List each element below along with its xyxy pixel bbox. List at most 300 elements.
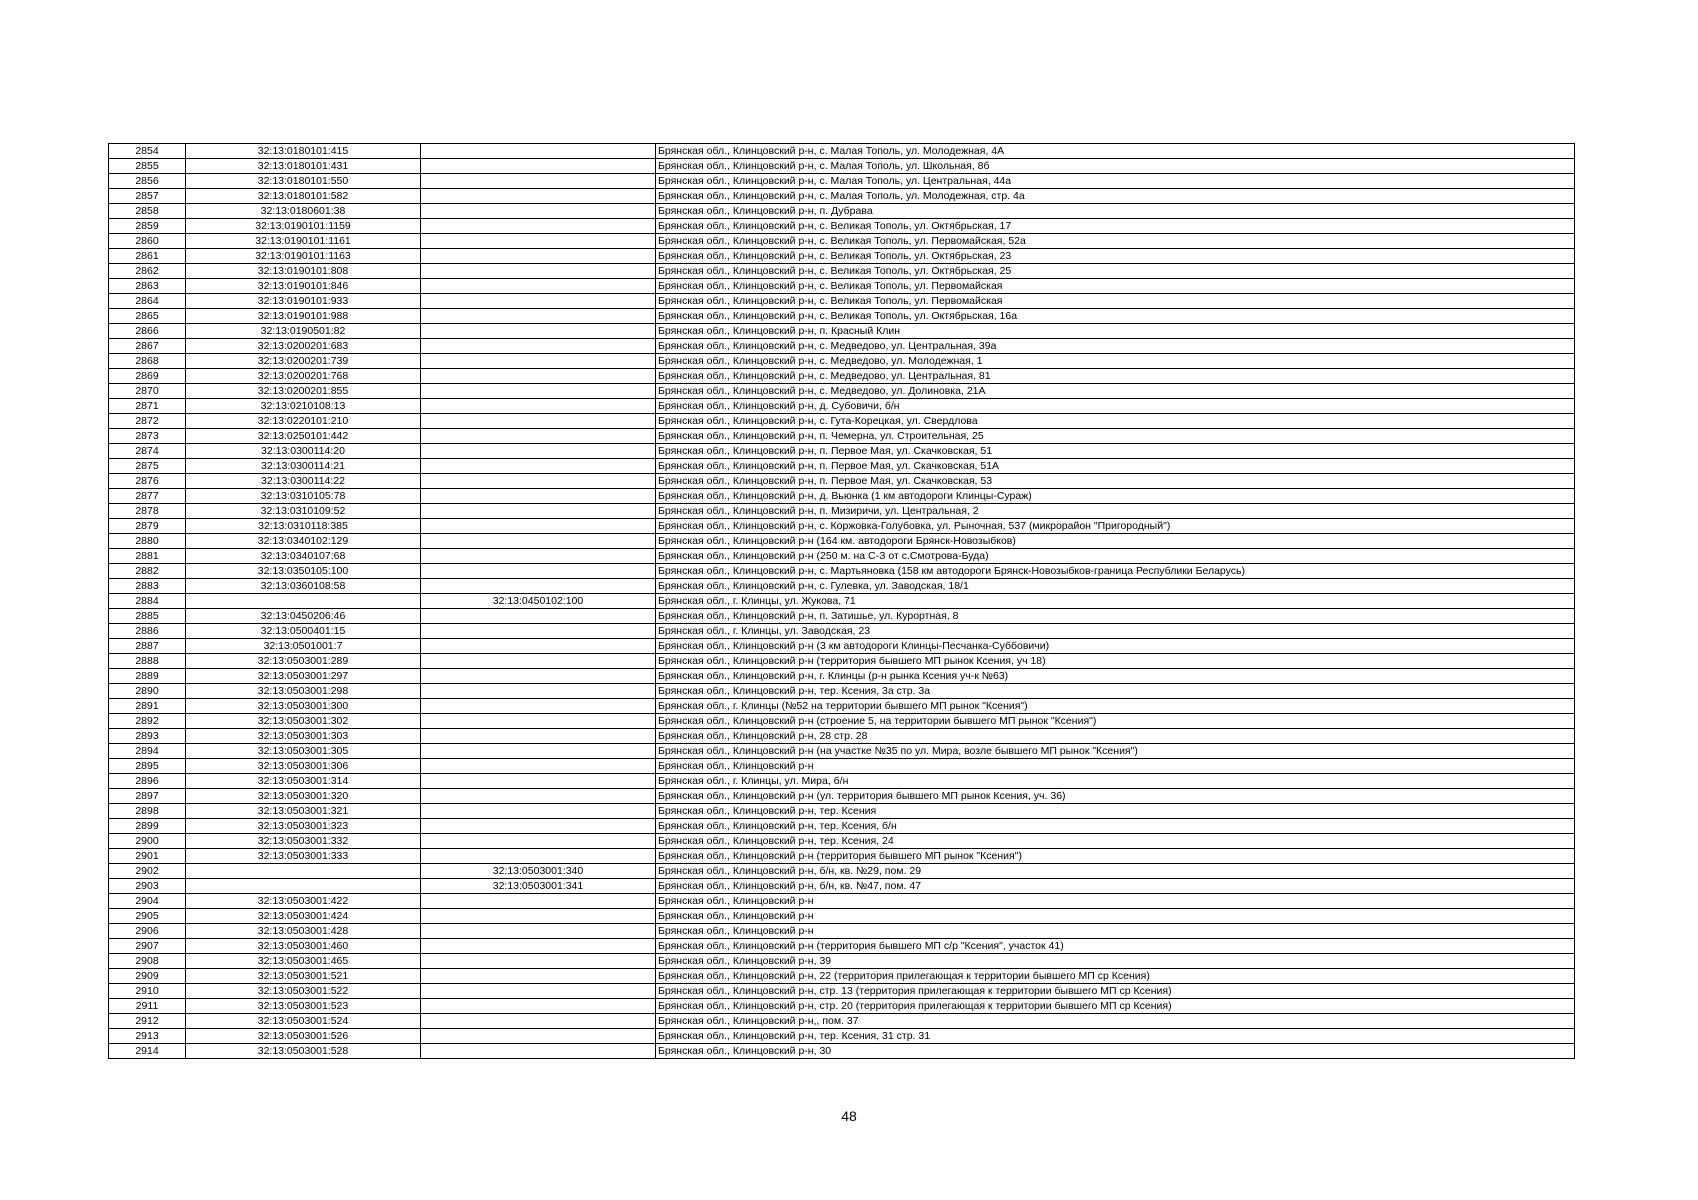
row-number-cell: 2866 [109, 324, 186, 339]
row-number-cell: 2856 [109, 174, 186, 189]
row-number-cell: 2895 [109, 759, 186, 774]
table-row [109, 699, 1575, 714]
address-cell: Брянская обл., Клинцовский р-н, с. Малая Тополь, ул. Школьная, 8б [656, 159, 1575, 174]
table-row [109, 369, 1575, 384]
cadastral-number-cell: 32:13:0503001:422 [186, 894, 421, 909]
cadastral-number-alt-cell [421, 819, 656, 834]
table-row [109, 804, 1575, 819]
cadastral-number-cell: 32:13:0190101:933 [186, 294, 421, 309]
cadastral-number-cell [186, 879, 421, 894]
address-cell: Брянская обл., Клинцовский р-н, стр. 13 (территория прилегающая к территории бывшего МП ср Ксения) [656, 984, 1575, 999]
address-cell: Брянская обл., Клинцовский р-н, с. Великая Тополь, ул. Октябрьская, 16а [656, 309, 1575, 324]
row-number-cell: 2865 [109, 309, 186, 324]
row-number-cell: 2869 [109, 369, 186, 384]
cadastral-number-cell: 32:13:0250101:442 [186, 429, 421, 444]
table-row [109, 849, 1575, 864]
cadastral-number-cell: 32:13:0190101:1161 [186, 234, 421, 249]
address-cell: Брянская обл., Клинцовский р-н, тер. Ксения, б/н [656, 819, 1575, 834]
address-cell: Брянская обл., Клинцовский р-н, п. Дубрава [656, 204, 1575, 219]
cadastral-number-cell: 32:13:0180101:582 [186, 189, 421, 204]
cadastral-number-alt-cell [421, 279, 656, 294]
cadastral-number-cell: 32:13:0350105:100 [186, 564, 421, 579]
cadastral-number-alt-cell [421, 579, 656, 594]
table-row [109, 594, 1575, 609]
cadastral-number-alt-cell [421, 714, 656, 729]
address-cell: Брянская обл., Клинцовский р-н, с. Медведово, ул. Молодежная, 1 [656, 354, 1575, 369]
row-number-cell: 2867 [109, 339, 186, 354]
address-cell: Брянская обл., Клинцовский р-н, б/н, кв. №47, пом. 47 [656, 879, 1575, 894]
cadastral-number-alt-cell [421, 384, 656, 399]
cadastral-number-cell: 32:13:0200201:739 [186, 354, 421, 369]
row-number-cell: 2898 [109, 804, 186, 819]
table-row [109, 834, 1575, 849]
cadastral-number-cell [186, 594, 421, 609]
address-cell: Брянская обл., Клинцовский р-н, с. Великая Тополь, ул. Первомайская [656, 294, 1575, 309]
table-row [109, 504, 1575, 519]
row-number-cell: 2876 [109, 474, 186, 489]
cadastral-number-alt-cell [421, 489, 656, 504]
registry-table [108, 143, 1575, 1059]
table-row [109, 1029, 1575, 1044]
address-cell: Брянская обл., Клинцовский р-н (строение 5, на территории бывшего МП рынок "Ксения") [656, 714, 1575, 729]
table-row [109, 489, 1575, 504]
table-row [109, 669, 1575, 684]
table-row [109, 324, 1575, 339]
address-cell: Брянская обл., Клинцовский р-н, тер. Ксения [656, 804, 1575, 819]
row-number-cell: 2875 [109, 459, 186, 474]
address-cell: Брянская обл., Клинцовский р-н, тер. Ксения, 31 стр. 31 [656, 1029, 1575, 1044]
cadastral-number-cell: 32:13:0190101:1159 [186, 219, 421, 234]
cadastral-number-alt-cell [421, 474, 656, 489]
cadastral-number-alt-cell [421, 504, 656, 519]
table-row [109, 459, 1575, 474]
cadastral-number-cell: 32:13:0190101:988 [186, 309, 421, 324]
cadastral-number-alt-cell [421, 759, 656, 774]
row-number-cell: 2868 [109, 354, 186, 369]
address-cell: Брянская обл., Клинцовский р-н, с. Малая Тополь, ул. Молодежная, стр. 4а [656, 189, 1575, 204]
cadastral-number-cell: 32:13:0503001:297 [186, 669, 421, 684]
cadastral-number-cell: 32:13:0503001:465 [186, 954, 421, 969]
cadastral-number-cell: 32:13:0503001:332 [186, 834, 421, 849]
cadastral-number-alt-cell [421, 219, 656, 234]
cadastral-number-cell: 32:13:0190101:1163 [186, 249, 421, 264]
cadastral-number-alt-cell [421, 249, 656, 264]
row-number-cell: 2874 [109, 444, 186, 459]
address-cell: Брянская обл., Клинцовский р-н (на участке №35 по ул. Мира, возле бывшего МП рынок "Ксения") [656, 744, 1575, 759]
table-row [109, 354, 1575, 369]
row-number-cell: 2870 [109, 384, 186, 399]
cadastral-number-cell: 32:13:0500401:15 [186, 624, 421, 639]
cadastral-number-cell: 32:13:0220101:210 [186, 414, 421, 429]
table-row [109, 759, 1575, 774]
cadastral-number-cell: 32:13:0190101:846 [186, 279, 421, 294]
cadastral-number-alt-cell [421, 414, 656, 429]
cadastral-number-alt-cell [421, 1044, 656, 1059]
table-row [109, 444, 1575, 459]
row-number-cell: 2873 [109, 429, 186, 444]
cadastral-number-alt-cell [421, 999, 656, 1014]
table-row [109, 519, 1575, 534]
address-cell: Брянская обл., Клинцовский р-н, г. Клинцы (р-н рынка Ксения уч-к №63) [656, 669, 1575, 684]
cadastral-number-alt-cell [421, 189, 656, 204]
cadastral-number-alt-cell [421, 294, 656, 309]
cadastral-number-cell: 32:13:0310109:52 [186, 504, 421, 519]
row-number-cell: 2889 [109, 669, 186, 684]
row-number-cell: 2880 [109, 534, 186, 549]
cadastral-number-cell: 32:13:0180101:415 [186, 144, 421, 159]
cadastral-number-alt-cell [421, 354, 656, 369]
cadastral-number-cell: 32:13:0503001:523 [186, 999, 421, 1014]
address-cell: Брянская обл., Клинцовский р-н, с. Малая Тополь, ул. Центральная, 44а [656, 174, 1575, 189]
cadastral-number-alt-cell [421, 834, 656, 849]
cadastral-number-alt-cell [421, 369, 656, 384]
table-row [109, 414, 1575, 429]
table-row [109, 789, 1575, 804]
cadastral-number-cell: 32:13:0503001:323 [186, 819, 421, 834]
row-number-cell: 2893 [109, 729, 186, 744]
row-number-cell: 2897 [109, 789, 186, 804]
cadastral-number-alt-cell [421, 444, 656, 459]
cadastral-number-alt-cell [421, 519, 656, 534]
cadastral-number-cell: 32:13:0200201:768 [186, 369, 421, 384]
row-number-cell: 2910 [109, 984, 186, 999]
address-cell: Брянская обл., Клинцовский р-н, с. Великая Тополь, ул. Октябрьская, 17 [656, 219, 1575, 234]
table-row [109, 984, 1575, 999]
row-number-cell: 2863 [109, 279, 186, 294]
cadastral-number-cell: 32:13:0300114:22 [186, 474, 421, 489]
row-number-cell: 2858 [109, 204, 186, 219]
cadastral-number-cell: 32:13:0503001:522 [186, 984, 421, 999]
row-number-cell: 2855 [109, 159, 186, 174]
table-row [109, 939, 1575, 954]
cadastral-number-cell: 32:13:0503001:524 [186, 1014, 421, 1029]
table-row [109, 684, 1575, 699]
cadastral-number-cell: 32:13:0503001:314 [186, 774, 421, 789]
address-cell: Брянская обл., г. Клинцы, ул. Жукова, 71 [656, 594, 1575, 609]
address-cell: Брянская обл., Клинцовский р-н [656, 894, 1575, 909]
cadastral-number-cell: 32:13:0503001:424 [186, 909, 421, 924]
cadastral-number-cell: 32:13:0503001:302 [186, 714, 421, 729]
page-number: 48 [841, 1108, 857, 1124]
address-cell: Брянская обл., Клинцовский р-н, п. Затишье, ул. Курортная, 8 [656, 609, 1575, 624]
address-cell: Брянская обл., Клинцовский р-н [656, 759, 1575, 774]
table-row [109, 999, 1575, 1014]
address-cell: Брянская обл., Клинцовский р-н, с. Гута-Корецкая, ул. Свердлова [656, 414, 1575, 429]
row-number-cell: 2896 [109, 774, 186, 789]
cadastral-number-alt-cell [421, 144, 656, 159]
cadastral-number-alt-cell [421, 174, 656, 189]
row-number-cell: 2859 [109, 219, 186, 234]
address-cell: Брянская обл., Клинцовский р-н (3 км автодороги Клинцы-Песчанка-Суббовичи) [656, 639, 1575, 654]
cadastral-number-alt-cell: 32:13:0503001:340 [421, 864, 656, 879]
table-row [109, 609, 1575, 624]
cadastral-number-cell: 32:13:0503001:526 [186, 1029, 421, 1044]
table-row [109, 1044, 1575, 1059]
cadastral-number-alt-cell [421, 309, 656, 324]
address-cell: Брянская обл., Клинцовский р-н (территория бывшего МП рынок "Ксения") [656, 849, 1575, 864]
table-row [109, 384, 1575, 399]
cadastral-number-alt-cell [421, 459, 656, 474]
cadastral-number-cell: 32:13:0310118:385 [186, 519, 421, 534]
table-row [109, 714, 1575, 729]
cadastral-number-alt-cell [421, 159, 656, 174]
table-row [109, 279, 1575, 294]
cadastral-number-cell: 32:13:0340102:129 [186, 534, 421, 549]
row-number-cell: 2911 [109, 999, 186, 1014]
cadastral-number-cell: 32:13:0190501:82 [186, 324, 421, 339]
table-row [109, 879, 1575, 894]
address-cell: Брянская обл., Клинцовский р-н, стр. 20 (территория прилегающая к территории бывшего МП ср Ксения) [656, 999, 1575, 1014]
address-cell: Брянская обл., Клинцовский р-н, с. Коржовка-Голубовка, ул. Рыночная, 537 (микрорайон "Пригородный") [656, 519, 1575, 534]
table-row [109, 294, 1575, 309]
row-number-cell: 2886 [109, 624, 186, 639]
address-cell: Брянская обл., Клинцовский р-н, с. Медведово, ул. Долиновка, 21А [656, 384, 1575, 399]
row-number-cell: 2906 [109, 924, 186, 939]
cadastral-number-cell: 32:13:0503001:321 [186, 804, 421, 819]
row-number-cell: 2879 [109, 519, 186, 534]
row-number-cell: 2864 [109, 294, 186, 309]
address-cell: Брянская обл., г. Клинцы (№52 на территории бывшего МП рынок "Ксения") [656, 699, 1575, 714]
row-number-cell: 2890 [109, 684, 186, 699]
row-number-cell: 2901 [109, 849, 186, 864]
cadastral-number-cell: 32:13:0503001:298 [186, 684, 421, 699]
cadastral-number-cell: 32:13:0501001:7 [186, 639, 421, 654]
cadastral-number-cell: 32:13:0503001:305 [186, 744, 421, 759]
table-row [109, 189, 1575, 204]
table-row [109, 894, 1575, 909]
table-row [109, 309, 1575, 324]
table-row [109, 204, 1575, 219]
cadastral-number-alt-cell [421, 804, 656, 819]
cadastral-number-cell: 32:13:0300114:21 [186, 459, 421, 474]
cadastral-number-alt-cell [421, 549, 656, 564]
table-row [109, 924, 1575, 939]
row-number-cell: 2902 [109, 864, 186, 879]
cadastral-number-cell: 32:13:0503001:521 [186, 969, 421, 984]
address-cell: Брянская обл., Клинцовский р-н, д. Вьюнка (1 км автодороги Клинцы-Сураж) [656, 489, 1575, 504]
cadastral-number-cell: 32:13:0503001:460 [186, 939, 421, 954]
table-row [109, 159, 1575, 174]
cadastral-number-alt-cell [421, 234, 656, 249]
cadastral-number-alt-cell [421, 744, 656, 759]
cadastral-number-alt-cell [421, 969, 656, 984]
row-number-cell: 2877 [109, 489, 186, 504]
cadastral-number-cell: 32:13:0503001:428 [186, 924, 421, 939]
cadastral-number-cell [186, 864, 421, 879]
row-number-cell: 2907 [109, 939, 186, 954]
cadastral-number-alt-cell [421, 849, 656, 864]
row-number-cell: 2854 [109, 144, 186, 159]
row-number-cell: 2860 [109, 234, 186, 249]
cadastral-number-alt-cell [421, 264, 656, 279]
row-number-cell: 2900 [109, 834, 186, 849]
address-cell: Брянская обл., Клинцовский р-н (250 м. на С-З от с.Смотрова-Буда) [656, 549, 1575, 564]
cadastral-number-cell: 32:13:0503001:333 [186, 849, 421, 864]
address-cell: Брянская обл., Клинцовский р-н (ул. территория бывшего МП рынок Ксения, уч. 36) [656, 789, 1575, 804]
cadastral-number-alt-cell [421, 684, 656, 699]
row-number-cell: 2861 [109, 249, 186, 264]
cadastral-number-alt-cell [421, 699, 656, 714]
address-cell: Брянская обл., Клинцовский р-н, д. Субовичи, б/н [656, 399, 1575, 414]
address-cell: Брянская обл., Клинцовский р-н, с. Гулевка, ул. Заводская, 18/1 [656, 579, 1575, 594]
address-cell: Брянская обл., Клинцовский р-н, п. Первое Мая, ул. Скачковская, 51 [656, 444, 1575, 459]
table-row [109, 174, 1575, 189]
cadastral-number-alt-cell [421, 399, 656, 414]
address-cell: Брянская обл., Клинцовский р-н, п. Красный Клин [656, 324, 1575, 339]
table-row [109, 399, 1575, 414]
address-cell: Брянская обл., Клинцовский р-н, тер. Ксения, 24 [656, 834, 1575, 849]
cadastral-number-alt-cell [421, 204, 656, 219]
address-cell: Брянская обл., г. Клинцы, ул. Мира, б/н [656, 774, 1575, 789]
table-row [109, 729, 1575, 744]
cadastral-number-alt-cell [421, 909, 656, 924]
address-cell: Брянская обл., Клинцовский р-н, 22 (территория прилегающая к территории бывшего МП ср Ксения) [656, 969, 1575, 984]
cadastral-number-alt-cell [421, 534, 656, 549]
row-number-cell: 2903 [109, 879, 186, 894]
address-cell: Брянская обл., Клинцовский р-н, с. Малая Тополь, ул. Молодежная, 4А [656, 144, 1575, 159]
row-number-cell: 2913 [109, 1029, 186, 1044]
cadastral-number-cell: 32:13:0180101:550 [186, 174, 421, 189]
row-number-cell: 2914 [109, 1044, 186, 1059]
cadastral-number-alt-cell [421, 939, 656, 954]
row-number-cell: 2871 [109, 399, 186, 414]
row-number-cell: 2881 [109, 549, 186, 564]
address-cell: Брянская обл., Клинцовский р-н, 30 [656, 1044, 1575, 1059]
address-cell: Брянская обл., Клинцовский р-н, п. Чемерна, ул. Строительная, 25 [656, 429, 1575, 444]
cadastral-number-alt-cell [421, 1029, 656, 1044]
row-number-cell: 2887 [109, 639, 186, 654]
table-row [109, 144, 1575, 159]
row-number-cell: 2878 [109, 504, 186, 519]
table-row [109, 654, 1575, 669]
table-row [109, 474, 1575, 489]
table-row [109, 624, 1575, 639]
cadastral-number-cell: 32:13:0200201:683 [186, 339, 421, 354]
table-body [109, 144, 1575, 1059]
row-number-cell: 2894 [109, 744, 186, 759]
address-cell: Брянская обл., Клинцовский р-н, с. Великая Тополь, ул. Первомайская, 52а [656, 234, 1575, 249]
table-row [109, 534, 1575, 549]
row-number-cell: 2899 [109, 819, 186, 834]
row-number-cell: 2888 [109, 654, 186, 669]
cadastral-number-cell: 32:13:0340107:68 [186, 549, 421, 564]
table-row [109, 264, 1575, 279]
cadastral-number-alt-cell [421, 984, 656, 999]
address-cell: Брянская обл., Клинцовский р-н (территория бывшего МП рынок Ксения, уч 18) [656, 654, 1575, 669]
row-number-cell: 2905 [109, 909, 186, 924]
row-number-cell: 2883 [109, 579, 186, 594]
cadastral-number-cell: 32:13:0210108:13 [186, 399, 421, 414]
address-cell: Брянская обл., Клинцовский р-н, 39 [656, 954, 1575, 969]
cadastral-number-alt-cell [421, 789, 656, 804]
cadastral-number-alt-cell: 32:13:0503001:341 [421, 879, 656, 894]
table-row [109, 429, 1575, 444]
row-number-cell: 2862 [109, 264, 186, 279]
cadastral-number-alt-cell [421, 669, 656, 684]
table-row [109, 744, 1575, 759]
table-row [109, 249, 1575, 264]
address-cell: Брянская обл., Клинцовский р-н, п. Первое Мая, ул. Скачковская, 53 [656, 474, 1575, 489]
address-cell: Брянская обл., Клинцовский р-н (164 км. автодороги Брянск-Новозыбков) [656, 534, 1575, 549]
row-number-cell: 2892 [109, 714, 186, 729]
cadastral-number-cell: 32:13:0190101:808 [186, 264, 421, 279]
cadastral-number-alt-cell [421, 954, 656, 969]
address-cell: Брянская обл., Клинцовский р-н (территория бывшего МП с/р "Ксения", участок 41) [656, 939, 1575, 954]
table-row [109, 639, 1575, 654]
cadastral-number-cell: 32:13:0300114:20 [186, 444, 421, 459]
address-cell: Брянская обл., Клинцовский р-н,, пом. 37 [656, 1014, 1575, 1029]
cadastral-number-cell: 32:13:0503001:303 [186, 729, 421, 744]
table-row [109, 909, 1575, 924]
table-row [109, 819, 1575, 834]
cadastral-number-alt-cell: 32:13:0450102:100 [421, 594, 656, 609]
table-row [109, 549, 1575, 564]
table-row [109, 234, 1575, 249]
table-row [109, 969, 1575, 984]
cadastral-number-alt-cell [421, 624, 656, 639]
address-cell: Брянская обл., Клинцовский р-н, с. Великая Тополь, ул. Октябрьская, 25 [656, 264, 1575, 279]
address-cell: Брянская обл., Клинцовский р-н, 28 стр. 28 [656, 729, 1575, 744]
address-cell: Брянская обл., Клинцовский р-н [656, 924, 1575, 939]
cadastral-number-alt-cell [421, 609, 656, 624]
table-row [109, 579, 1575, 594]
address-cell: Брянская обл., Клинцовский р-н, тер. Ксения, 3а стр. 3а [656, 684, 1575, 699]
address-cell: Брянская обл., Клинцовский р-н, п. Мизиричи, ул. Центральная, 2 [656, 504, 1575, 519]
cadastral-number-alt-cell [421, 729, 656, 744]
cadastral-number-cell: 32:13:0180601:38 [186, 204, 421, 219]
cadastral-number-cell: 32:13:0360108:58 [186, 579, 421, 594]
row-number-cell: 2885 [109, 609, 186, 624]
row-number-cell: 2909 [109, 969, 186, 984]
cadastral-number-cell: 32:13:0503001:320 [186, 789, 421, 804]
address-cell: Брянская обл., Клинцовский р-н, с. Мартьяновка (158 км автодороги Брянск-Новозыбков-граница Республики Беларусь) [656, 564, 1575, 579]
address-cell: Брянская обл., Клинцовский р-н, с. Медведово, ул. Центральная, 81 [656, 369, 1575, 384]
cadastral-number-cell: 32:13:0310105:78 [186, 489, 421, 504]
address-cell: Брянская обл., г. Клинцы, ул. Заводская, 23 [656, 624, 1575, 639]
table-row [109, 564, 1575, 579]
cadastral-number-alt-cell [421, 894, 656, 909]
row-number-cell: 2904 [109, 894, 186, 909]
cadastral-number-cell: 32:13:0503001:300 [186, 699, 421, 714]
cadastral-number-alt-cell [421, 339, 656, 354]
cadastral-number-cell: 32:13:0180101:431 [186, 159, 421, 174]
cadastral-number-cell: 32:13:0503001:528 [186, 1044, 421, 1059]
cadastral-number-cell: 32:13:0503001:306 [186, 759, 421, 774]
address-cell: Брянская обл., Клинцовский р-н [656, 909, 1575, 924]
row-number-cell: 2872 [109, 414, 186, 429]
address-cell: Брянская обл., Клинцовский р-н, с. Великая Тополь, ул. Октябрьская, 23 [656, 249, 1575, 264]
address-cell: Брянская обл., Клинцовский р-н, п. Первое Мая, ул. Скачковская, 51А [656, 459, 1575, 474]
cadastral-number-alt-cell [421, 429, 656, 444]
table-row [109, 774, 1575, 789]
table-row [109, 339, 1575, 354]
address-cell: Брянская обл., Клинцовский р-н, б/н, кв. №29, пом. 29 [656, 864, 1575, 879]
cadastral-number-alt-cell [421, 324, 656, 339]
row-number-cell: 2857 [109, 189, 186, 204]
row-number-cell: 2884 [109, 594, 186, 609]
cadastral-number-alt-cell [421, 1014, 656, 1029]
address-cell: Брянская обл., Клинцовский р-н, с. Великая Тополь, ул. Первомайская [656, 279, 1575, 294]
cadastral-number-alt-cell [421, 654, 656, 669]
cadastral-number-alt-cell [421, 639, 656, 654]
cadastral-number-cell: 32:13:0450206:46 [186, 609, 421, 624]
table-row [109, 954, 1575, 969]
table-row [109, 864, 1575, 879]
row-number-cell: 2912 [109, 1014, 186, 1029]
cadastral-number-alt-cell [421, 924, 656, 939]
table-row [109, 1014, 1575, 1029]
address-cell: Брянская обл., Клинцовский р-н, с. Медведово, ул. Центральная, 39а [656, 339, 1575, 354]
